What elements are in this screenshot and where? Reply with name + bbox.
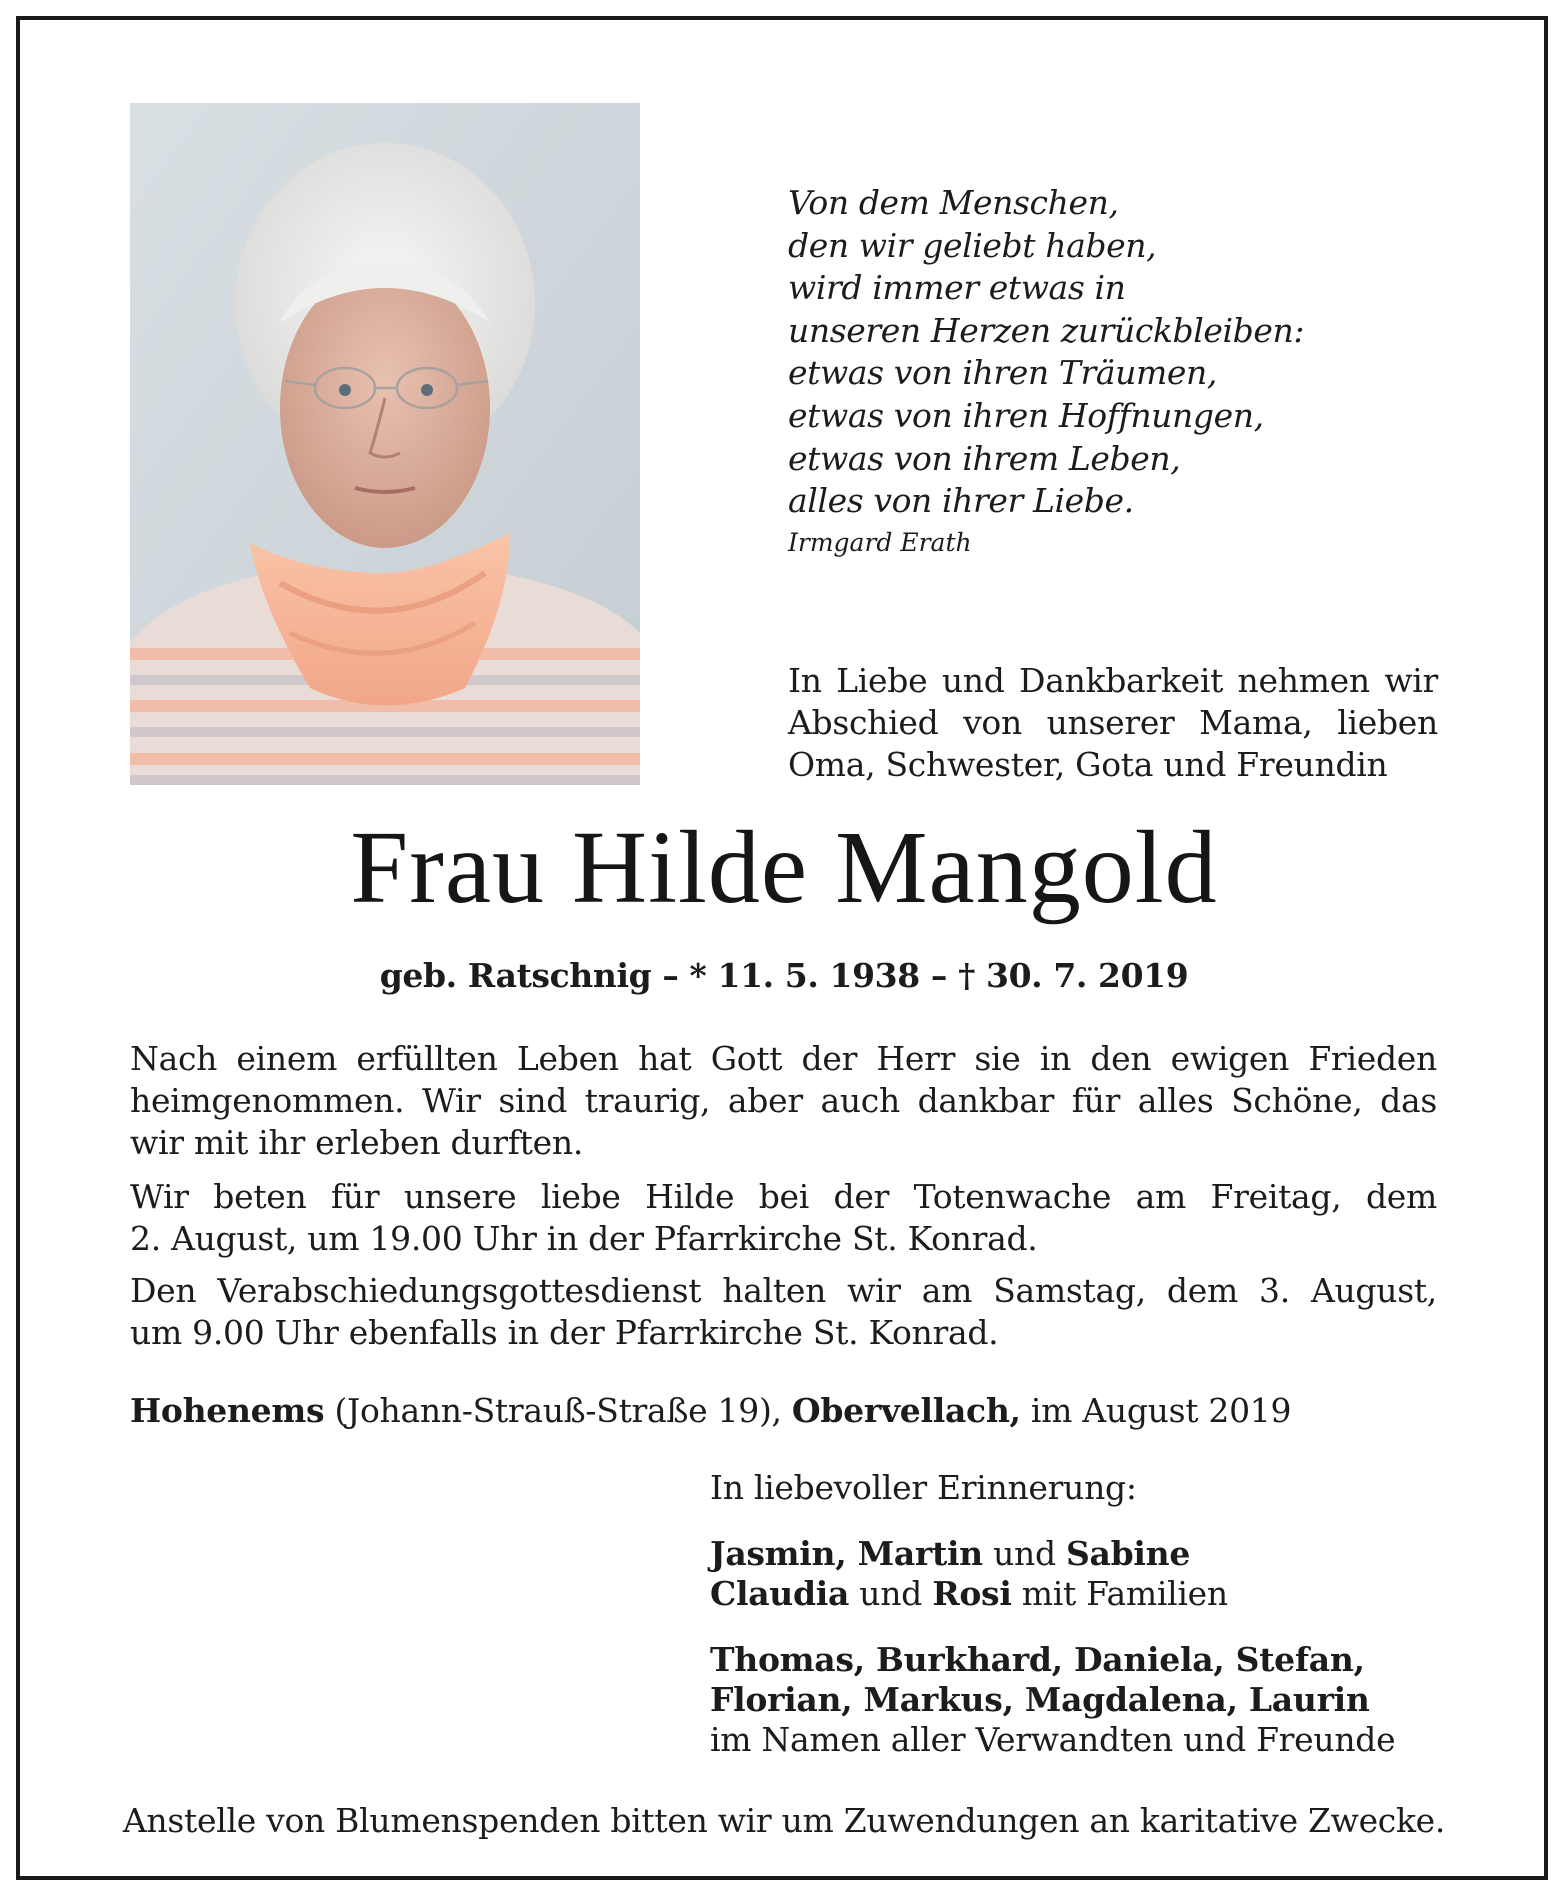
intro-line: Abschied von unserer Mama, lieben	[788, 703, 1438, 742]
connector-text: und	[982, 1534, 1066, 1573]
paragraph-line: Wir beten für unsere liebe Hilde bei der Totenwache am Freitag, dem	[130, 1177, 1437, 1216]
grandchildren-line	[710, 1680, 1490, 1720]
relatives-line: im Namen aller Verwandten und Freunde	[710, 1720, 1396, 1759]
intro-text	[788, 660, 1438, 786]
paragraph-service	[130, 1270, 1437, 1354]
family-line	[710, 1574, 1490, 1614]
town-hohenems: Hohenems	[130, 1391, 325, 1430]
poem-line: etwas von ihren Hoffnungen,	[788, 395, 1264, 435]
paragraph-line: um 9.00 Uhr ebenfalls in der Pfarrkirche St. Konrad.	[130, 1313, 999, 1352]
place-and-date	[130, 1390, 1291, 1432]
paragraph-wake	[130, 1176, 1437, 1260]
grandchildren-names: Thomas, Burkhard, Daniela, Stefan,	[710, 1640, 1365, 1679]
paragraph-line: Den Verabschiedungsgottesdienst halten wir am Samstag, dem 3. August,	[130, 1271, 1437, 1310]
closing-note: Anstelle von Blumenspenden bitten wir um Zuwendungen an karitative Zwecke.	[122, 1801, 1446, 1840]
address: (Johann-Strauß-Straße 19),	[324, 1391, 792, 1430]
connector-text: und	[849, 1574, 933, 1613]
grandchildren-line	[710, 1640, 1490, 1680]
intro-line: In Liebe und Dankbarkeit nehmen wir	[788, 661, 1438, 700]
poem-line: alles von ihrer Liebe.	[788, 481, 1134, 521]
poem-line: etwas von ihren Träumen,	[788, 353, 1217, 393]
signature-heading	[710, 1468, 1490, 1508]
signature-family-group	[710, 1534, 1490, 1614]
intro-line: Oma, Schwester, Gota und Freundin	[788, 745, 1388, 784]
paragraph-obituary	[130, 1038, 1437, 1164]
life-dates: geb. Ratschnig – * 11. 5. 1938 – † 30. 7. 2019	[379, 956, 1189, 995]
connector-text: mit Familien	[1011, 1574, 1228, 1613]
poem-line: unseren Herzen zurückbleiben:	[788, 310, 1305, 350]
poem-line: wird immer etwas in	[788, 268, 1126, 308]
month-year: im August 2019	[1020, 1391, 1292, 1430]
poem-line: Von dem Menschen,	[788, 183, 1119, 222]
poem	[788, 182, 1488, 523]
grandchildren-names: Florian, Markus, Magdalena, Laurin	[710, 1680, 1370, 1719]
poem-line: etwas von ihrem Leben,	[788, 438, 1181, 478]
poem-author: Irmgard Erath	[788, 528, 972, 557]
paragraph-line: heimgenommen. Wir sind traurig, aber auch dankbar für alles Schöne, das	[130, 1081, 1437, 1120]
signature-grandchildren-group	[710, 1640, 1490, 1760]
paragraph-line: 2. August, um 19.00 Uhr in der Pfarrkirche St. Konrad.	[130, 1219, 1038, 1258]
portrait-photo	[130, 103, 640, 785]
family-names: Jasmin, Martin	[710, 1534, 983, 1573]
family-names: Sabine	[1066, 1534, 1191, 1573]
family-names: Claudia	[710, 1574, 850, 1613]
town-obervellach: Obervellach,	[791, 1391, 1021, 1430]
family-line	[710, 1534, 1490, 1574]
paragraph-line: wir mit ihr erleben durften.	[130, 1123, 584, 1162]
family-names: Rosi	[932, 1574, 1012, 1613]
poem-line: den wir geliebt haben,	[788, 225, 1157, 265]
signature-heading-text: In liebevoller Erinnerung:	[710, 1468, 1137, 1507]
deceased-name: Frau Hilde Mangold	[350, 810, 1218, 925]
paragraph-line: Nach einem erfüllten Leben hat Gott der Herr sie in den ewigen Frieden	[130, 1039, 1437, 1078]
